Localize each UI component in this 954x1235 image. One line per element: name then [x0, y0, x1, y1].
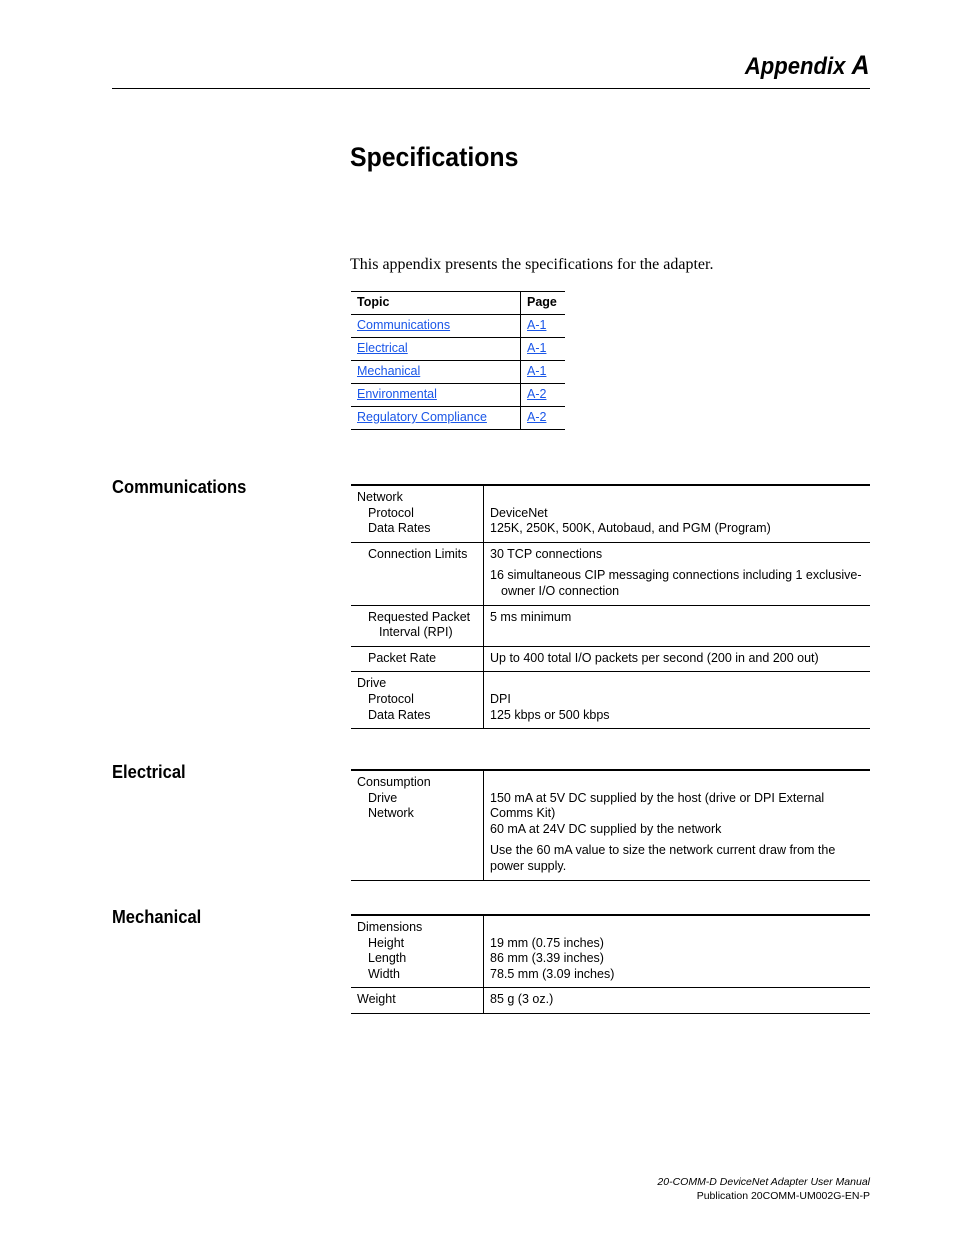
electrical-table	[351, 769, 870, 881]
header-rule	[112, 88, 870, 89]
toc-row	[351, 407, 565, 430]
electrical-heading: Electrical	[112, 762, 186, 782]
appendix-word: Appendix	[745, 53, 846, 80]
toc-row	[351, 361, 565, 384]
width-label: Width	[368, 966, 400, 981]
spec-row-network	[351, 485, 870, 542]
dimensions-label: Dimensions	[357, 920, 423, 934]
consumption-label: Consumption	[357, 775, 431, 789]
packet-rate-label: Packet Rate	[368, 650, 437, 665]
packet-rate-value: Up to 400 total I/O packets per second (200 in and 200 out)	[490, 650, 819, 665]
drive-protocol-value: DPI	[490, 691, 511, 706]
drive-consumption-label: Drive	[368, 790, 398, 805]
toc-table	[351, 291, 565, 430]
connection-limits-value: 16 simultaneous CIP messaging connections including 1 exclusive-owner I/O connection	[490, 568, 862, 598]
network-consumption-label: Network	[368, 806, 414, 821]
spec-row-dimensions	[351, 915, 870, 988]
toc-page-link[interactable]: A-2	[527, 410, 547, 424]
communications-table	[351, 484, 870, 729]
consumption-note: Use the 60 mA value to size the network current draw from the power supply.	[490, 843, 836, 873]
communications-heading: Communications	[112, 477, 247, 497]
appendix-letter: A	[852, 50, 870, 80]
toc-link-communications[interactable]: Communications	[357, 318, 451, 332]
drive-data-rates-value: 125 kbps or 500 kbps	[490, 707, 610, 722]
mechanical-heading: Mechanical	[112, 907, 202, 927]
rpi-value: 5 ms minimum	[490, 609, 572, 624]
connection-limits-value: 30 TCP connections	[490, 546, 603, 561]
toc-header-row	[351, 292, 565, 315]
drive-label: Drive	[357, 676, 387, 691]
toc-page-link[interactable]: A-1	[527, 318, 547, 332]
height-label: Height	[368, 935, 405, 950]
connection-limits-label: Connection Limits	[368, 546, 468, 561]
page-title: Specifications	[350, 142, 519, 172]
rpi-label: Requested Packet	[368, 609, 471, 624]
height-value: 19 mm (0.75 inches)	[490, 935, 604, 950]
rpi-label: Interval (RPI)	[379, 625, 453, 640]
footer-manual-title: 20-COMM-D DeviceNet Adapter User Manual	[657, 1176, 870, 1188]
spec-row-drive	[351, 672, 870, 729]
spec-row-packet-rate	[351, 646, 870, 672]
toc-page-link[interactable]: A-1	[527, 341, 547, 355]
drive-consumption-value: 150 mA at 5V DC supplied by the host (drive or DPI External Comms Kit)	[490, 790, 825, 821]
toc-page-link[interactable]: A-1	[527, 364, 547, 378]
toc-row	[351, 315, 565, 338]
footer-publication: Publication 20COMM-UM002G-EN-P	[696, 1190, 870, 1202]
length-value: 86 mm (3.39 inches)	[490, 951, 604, 966]
protocol-label: Protocol	[368, 505, 414, 520]
toc-link-electrical[interactable]: Electrical	[357, 341, 408, 355]
page-footer	[657, 1175, 870, 1203]
network-consumption-value: 60 mA at 24V DC supplied by the network	[490, 821, 722, 836]
network-label: Network	[357, 490, 403, 504]
spec-row-weight	[351, 988, 870, 1014]
toc-page-link[interactable]: A-2	[527, 387, 547, 401]
intro-text: This appendix presents the specifications for the adapter.	[350, 256, 714, 273]
toc-row	[351, 384, 565, 407]
spec-row-connection-limits	[351, 542, 870, 605]
spec-row-rpi	[351, 605, 870, 646]
width-value: 78.5 mm (3.09 inches)	[490, 966, 615, 981]
toc-link-regulatory-compliance[interactable]: Regulatory Compliance	[357, 410, 487, 424]
toc-link-mechanical[interactable]: Mechanical	[357, 364, 421, 378]
protocol-value: DeviceNet	[490, 505, 548, 520]
toc-row	[351, 338, 565, 361]
appendix-label	[745, 50, 870, 81]
weight-label: Weight	[357, 992, 396, 1007]
spec-row-consumption	[351, 770, 870, 880]
drive-protocol-label: Protocol	[368, 691, 414, 706]
data-rates-label: Data Rates	[368, 521, 431, 536]
weight-value: 85 g (3 oz.)	[490, 992, 554, 1007]
toc-col-topic: Topic	[351, 292, 521, 315]
drive-data-rates-label: Data Rates	[368, 707, 431, 722]
mechanical-table	[351, 914, 870, 1014]
toc-link-environmental[interactable]: Environmental	[357, 387, 437, 401]
length-label: Length	[368, 951, 407, 966]
data-rates-value: 125K, 250K, 500K, Autobaud, and PGM (Program)	[490, 521, 771, 536]
toc-col-page: Page	[521, 292, 566, 315]
